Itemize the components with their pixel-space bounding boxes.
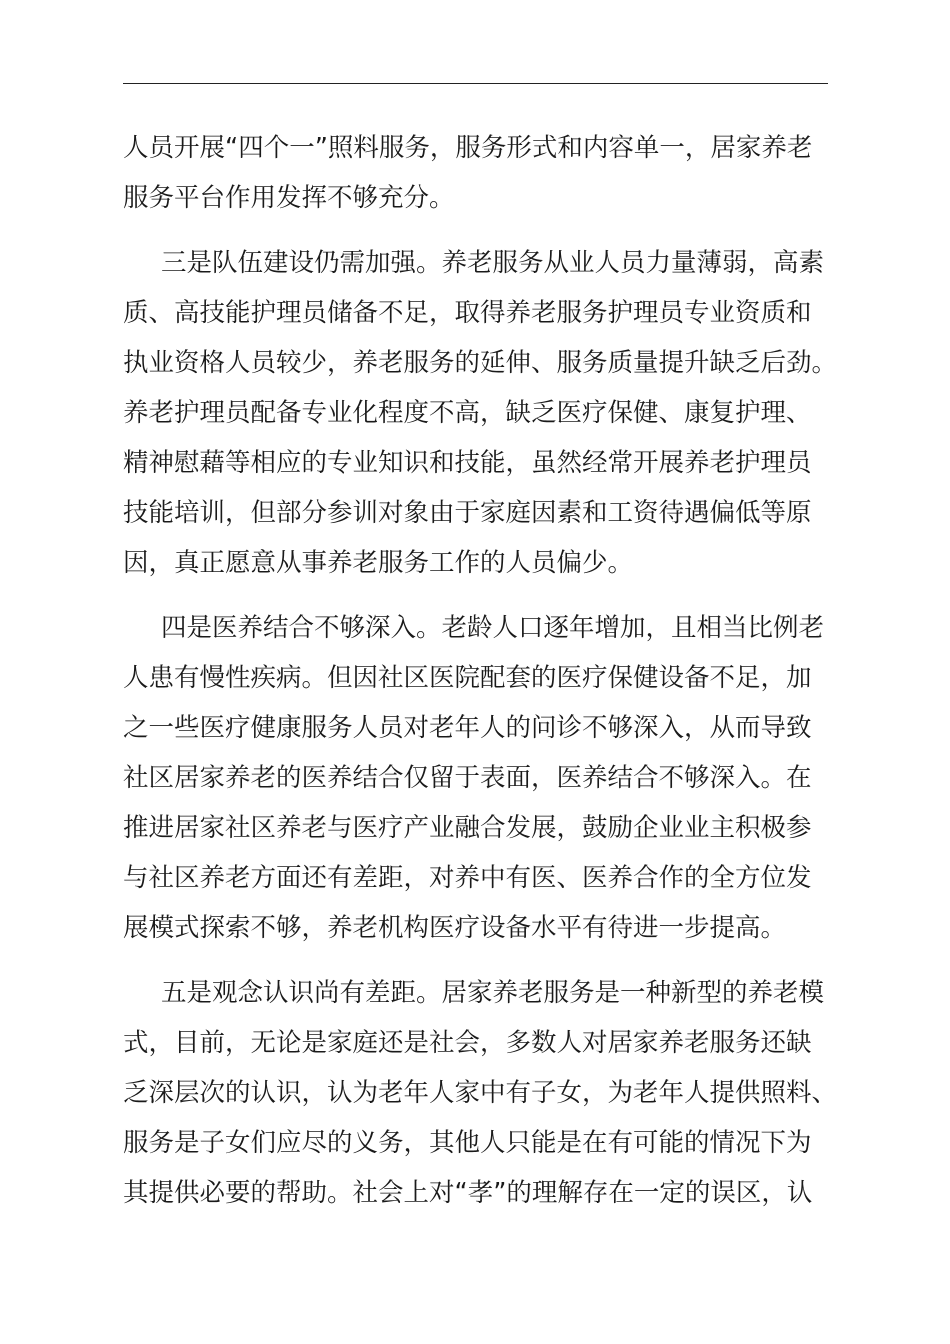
- text-line: 之一些医疗健康服务人员对老年人的问诊不够深入，从而导致: [123, 713, 812, 743]
- header-rule: [123, 83, 828, 84]
- text-line: 展模式探索不够，养老机构医疗设备水平有待进一步提高。: [123, 913, 787, 943]
- text-line: 因，真正愿意从事养老服务工作的人员偏少。: [123, 548, 634, 578]
- paragraph-3: [123, 603, 829, 953]
- text-line: 三是队伍建设仍需加强。养老服务从业人员力量薄弱，高素: [161, 248, 825, 278]
- text-line: 式，目前，无论是家庭还是社会，多数人对居家养老服务还缺: [123, 1028, 812, 1058]
- text-line: 精神慰藉等相应的专业知识和技能，虽然经常开展养老护理员: [123, 448, 812, 478]
- text-line: 人患有慢性疾病。但因社区医院配套的医疗保健设备不足，加: [123, 663, 812, 693]
- paragraph-1: [123, 123, 829, 223]
- text-line: 五是观念认识尚有差距。居家养老服务是一种新型的养老模: [161, 978, 825, 1008]
- text-line: 技能培训，但部分参训对象由于家庭因素和工资待遇偏低等原: [123, 498, 812, 528]
- paragraph-2: [123, 238, 838, 588]
- text-line: 推进居家社区养老与医疗产业融合发展，鼓励企业业主积极参: [123, 813, 812, 843]
- paragraph-4: [123, 968, 838, 1218]
- text-line: 养老护理员配备专业化程度不高，缺乏医疗保健、康复护理、: [123, 398, 812, 428]
- text-line: 乏深层次的认识，认为老年人家中有子女，为老年人提供照料、: [123, 1078, 838, 1108]
- text-line: 服务平台作用发挥不够充分。: [123, 183, 455, 213]
- document-body: [123, 123, 838, 1233]
- text-line: 与社区养老方面还有差距，对养中有医、医养合作的全方位发: [123, 863, 812, 893]
- text-line: 人员开展“四个一”照料服务，服务形式和内容单一，居家养老: [123, 133, 813, 163]
- text-line: 四是医养结合不够深入。老龄人口逐年增加，且相当比例老: [161, 613, 825, 643]
- text-line: 社区居家养老的医养结合仅留于表面，医养结合不够深入。在: [123, 763, 812, 793]
- text-line: 其提供必要的帮助。社会上对“孝”的理解存在一定的误区，认: [123, 1178, 813, 1208]
- text-line: 执业资格人员较少，养老服务的延伸、服务质量提升缺乏后劲。: [123, 348, 838, 378]
- text-line: 质、高技能护理员储备不足，取得养老服务护理员专业资质和: [123, 298, 812, 328]
- text-line: 服务是子女们应尽的义务，其他人只能是在有可能的情况下为: [123, 1128, 812, 1158]
